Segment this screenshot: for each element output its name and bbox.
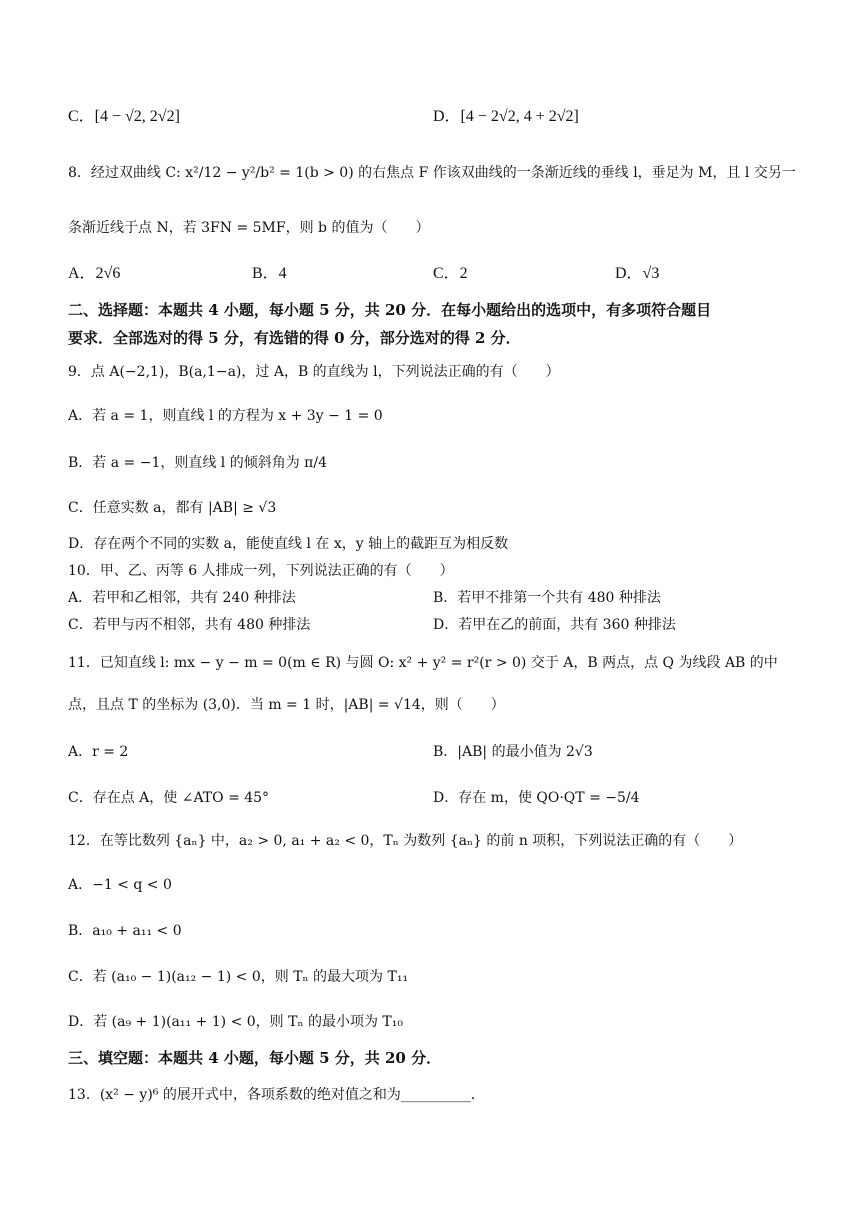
q8-option-a: A．2√6	[68, 265, 121, 282]
q8-option-c: C．2	[433, 265, 468, 282]
q8-option-d: D．√3	[615, 265, 660, 282]
q12-option-b: B．a₁₀ + a₁₁ < 0	[68, 923, 182, 939]
q12-option-d: D．若 (a₉ + 1)(a₁₁ + 1) < 0，则 Tₙ 的最小项为 T₁₀	[68, 1014, 403, 1030]
q13-stem: 13．(x² − y)⁶ 的展开式中，各项系数的绝对值之和为__________．	[68, 1087, 485, 1103]
q11-option-c: C．存在点 A，使 ∠ATO = 45°	[68, 790, 270, 806]
q11-option-a: A．r = 2	[68, 744, 129, 760]
section-2-line2: 要求．全部选对的得 5 分，有选错的得 0 分，部分选对的得 2 分．	[68, 329, 521, 347]
q8-option-b: B．4	[252, 265, 287, 282]
q12-stem: 12．在等比数列 {aₙ} 中，a₂ > 0, a₁ + a₂ < 0，Tₙ 为数列 {aₙ} 的前 n 项积，下列说法正确的有（ ）	[68, 833, 743, 849]
q9-stem: 9．点 A(−2,1)，B(a,1−a)，过 A，B 的直线为 l，下列说法正确的有（ ）	[68, 364, 560, 380]
q7-option-c: C．[4 − √2, 2√2]	[68, 108, 180, 125]
q9-option-a: A．若 a = 1，则直线 l 的方程为 x + 3y − 1 = 0	[68, 408, 383, 424]
q10-option-a: A．若甲和乙相邻，共有 240 种排法	[68, 590, 296, 606]
q11-stem-line1: 11．已知直线 l: mx − y − m = 0(m ∈ R) 与圆 O: x² + y² = r²(r > 0) 交于 A，B 两点，点 Q 为线段 AB 的中	[68, 655, 778, 671]
q12-option-a: A．−1 < q < 0	[68, 877, 172, 893]
section-2-line1: 二、选择题：本题共 4 小题，每小题 5 分，共 20 分．在每小题给出的选项中，有多项符合题目	[68, 301, 712, 319]
q9-option-d: D．存在两个不同的实数 a，能使直线 l 在 x，y 轴上的截距互为相反数	[68, 536, 509, 552]
q11-option-d: D．存在 m，使 QO·QT = −5/4	[433, 790, 640, 806]
q8-stem-line2: 条渐近线于点 N，若 3FN = 5MF，则 b 的值为（ ）	[68, 220, 430, 236]
q9-option-c: C．任意实数 a，都有 |AB| ≥ √3	[68, 500, 277, 516]
q10-option-d: D．若甲在乙的前面，共有 360 种排法	[433, 617, 676, 633]
section-3-heading: 三、填空题：本题共 4 小题，每小题 5 分，共 20 分．	[68, 1049, 442, 1067]
q8-stem-line1: 8．经过双曲线 C: x²/12 − y²/b² = 1(b > 0) 的右焦点 F 作该双曲线的一条渐近线的垂线 l，垂足为 M，且 l 交另一	[68, 165, 796, 181]
q7-option-d: D．[4 − 2√2, 4 + 2√2]	[433, 108, 579, 125]
q12-option-c: C．若 (a₁₀ − 1)(a₁₂ − 1) < 0，则 Tₙ 的最大项为 T₁₁	[68, 969, 409, 985]
q10-option-c: C．若甲与丙不相邻，共有 480 种排法	[68, 617, 311, 633]
q11-stem-line2: 点，且点 T 的坐标为 (3,0)．当 m = 1 时，|AB| = √14，则（ ）	[68, 697, 505, 713]
q10-option-b: B．若甲不排第一个共有 480 种排法	[433, 590, 661, 606]
q11-option-b: B．|AB| 的最小值为 2√3	[433, 744, 593, 760]
q10-stem: 10．甲、乙、丙等 6 人排成一列，下列说法正确的有（ ）	[68, 563, 454, 579]
q9-option-b: B．若 a = −1，则直线 l 的倾斜角为 π/4	[68, 455, 328, 471]
